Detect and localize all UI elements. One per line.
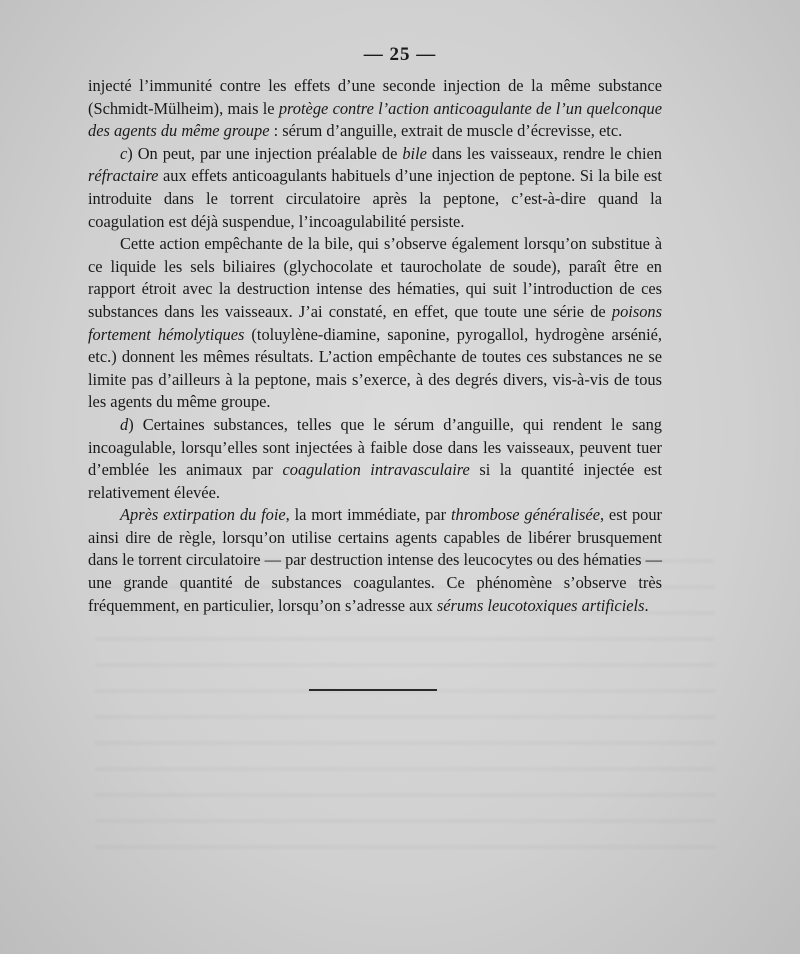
text-run: dans les vaisseaux, rendre le chien — [426, 143, 663, 163]
italic-run: bile — [402, 143, 427, 163]
italic-run: poisons fortement hémolytiques — [88, 301, 662, 344]
text-run: (toluylène-diamine, saponine, pyrogallol, hydrogène arsénié, etc.) donnent les mêmes résultats. L’action empêchante de toutes ces substances ne se limite pas d’ailleurs à la peptone, mais s’exerce, à des degrés divers, vis-à-vis de tous les agents du même groupe. — [88, 324, 663, 412]
italic-run: c — [120, 143, 128, 163]
paragraph-5 — [88, 504, 662, 617]
text-run: , la mort immédiate, par — [285, 505, 451, 525]
text-run: : sérum d’anguille, extrait de muscle d’écrevisse, etc. — [269, 121, 623, 141]
italic-run: coagulation intravasculaire — [282, 460, 470, 480]
paragraph-3 — [88, 233, 662, 414]
text-run: ) Certaines substances, telles que le sérum d’anguille, qui rendent le sang incoagulable, lorsqu’elles sont injectées à faible dose dans les vaisseaux, peuvent tuer d’emblée les animaux par — [88, 414, 662, 480]
paragraph-4 — [88, 414, 662, 504]
text-run: si la quantité injectée est relativement élevée. — [88, 460, 662, 502]
italic-run: sérums leucotoxiques artificiels — [436, 595, 645, 615]
italic-run: Après extirpation du foie — [120, 505, 286, 525]
page-number: — 25 — — [363, 44, 437, 65]
paragraph-1 — [88, 75, 662, 143]
section-end-rule — [309, 689, 437, 691]
text-run: ) On peut, par une injection préalable de — [127, 143, 403, 163]
paragraph-2 — [88, 143, 662, 233]
italic-run: réfractaire — [88, 166, 159, 186]
body-text — [88, 75, 662, 617]
italic-run: thrombose généralisée — [450, 505, 600, 525]
text-run: aux effets anticoagulants habituels d’une injection de peptone. Si la bile est introduite dans le torrent circulatoire après la peptone, c’est-à-dire quand la coagulation est déjà suspendue, l’incoagulabilité persiste. — [88, 166, 662, 231]
text-run: . — [644, 595, 649, 615]
italic-run: d — [120, 414, 129, 434]
text-run: , est pour ainsi dire de règle, lorsqu’on utilise certains agents capables de libérer brusquement dans le torrent circulatoire — par destruction intense des leucocytes ou des hématies — une grande quantité de substances coagulantes. Ce phénomène s’observe très fréquemment, en particulier, lorsqu’on s’adresse aux — [88, 505, 663, 615]
text-run: Cette action empêchante de la bile, qui s’observe également lorsqu’on substitue à ce liquide les sels biliaires (glychocolate et taurocholate de soude), paraît être en rapport étroit avec la destruction intense des hématies, qui suit l’introduction de ces substances dans les vaisseaux. J’ai constaté, en effet, que toute une série de — [88, 234, 662, 321]
italic-run: protège contre l’action anticoagulante de l’un quelconque des agents du même groupe — [88, 98, 662, 141]
text-run: injecté l’immunité contre les effets d’une seconde injection de la même substance (Schmidt-Mülheim), mais le — [88, 76, 662, 118]
